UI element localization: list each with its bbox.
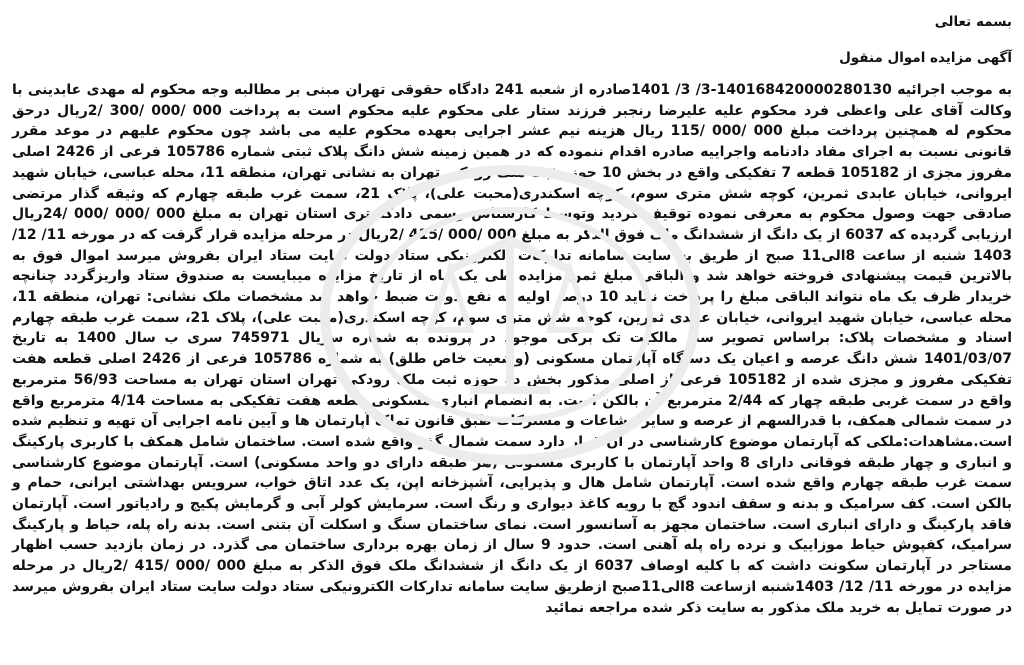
notice-title: آگهی مزایده اموال منقول (839, 50, 1012, 66)
notice-body: به موجب اجرائیه 140168420000280130-3/ 3/ 1401صادره از شعبه 241 دادگاه حقوقی تهران مبنی بر مطالبه وجه محکوم له مهدی عابدینی با وکالت آقای علی واعظی فرد محکوم علیه علیرضا رنجبر فرزند ستار علی محکوم علیه محکوم است به پرداخت 000 /000 /300 /2ریال درحق محکوم له همچنین پرداخت مبلغ 000 /000 /115 ریال هزینه نیم عشر اجرایی بعهده محکوم علیه می باشد چون محکوم علیهم در موعد مقرر قانونی نسبت به اجرای مفاد دادنامه واجراییه صادره اقدام ننموده که در همین زمینه شش دانگ پلاک ثبتی شماره 105786 فرعی از 2426 اصلی مفروز مجزی از 105182 قطعه 7 تفکیکی واقع در بخش 10 حوزه ثبت ملک رودکی تهران به نشانی تهران، منطقه 11، محله عباسی، خیابان شهید ایروانی، خیابان عابدی ثمرین، کوچه شش متری سوم، کوچه اسکندری(محبت علی)، پلاک 21، سمت غرب طبقه چهارم که وثیقه گذار مرتضی صادقی جهت وصول محکوم به معرفی نموده توقیف گردید وتوسط کارشناس رسمی دادگستری استان تهران به مبلغ 000 /000 /000 /24ریال ارزیابی گردیده که 6037 از یک دانگ از ششدانگ ملک فوق الذکر به مبلغ 000 /000 /415 /2ریال در مرحله مزایده قرار گرفت که در مورخه 11/ 12/ 1403 شنبه از ساعت 8الی11 صبح از طریق به سایت سامانه تدارکات الکترونیکی ستاد دولت سایت ستاد ایران بفروش میرسد اموال فوق به بالاترین قیمت پیشنهادی فروخته خواهد شد و الباقی مبلغ ثمن مزایده طی یک ماه از تاریخ مزایده میبایست به صندوق ستاد واریزگردد چنانچه خریدار ظرف یک ماه نتواند الباقی مبلغ را پرداخت نماید 10 درصد اولیه به نفع دولت ضبط خواهد شد مشخصات ملک نشانی: تهران، منطقه 11، محله عباسی، خیابان شهید ایروانی، خیابان عابدی ثمرین، کوچه شش متری سوم، کوچه اسکندری(محبت علی)، پلاک 21، سمت غرب طبقه چهارم اسناد و مشخصات پلاک: براساس تصویر سند مالکیت تک برگی موجود در پرونده به شماره سریال 745971 سری ب سال 1400 به تاریخ 1401/03/07 شش دانگ عرصه و اعیان یک دستگاه آپارتمان مسکونی (وضعیت خاص طلق) به شماره 105786 فرعی از 2426 اصلی قطعه هفت تفکیکی مفروز و مجزی شده از 105182 فرعی از اصلی مذکور بخش ده حوزه ثبت ملک رودکی تهران استان تهران به مساحت 56/93 مترمربع واقع در سمت غربی طبقه چهار که 2/44 مترمربع آن بالکن است. به انضمام انباری مسکونی قطعه هفت تفکیکی به مساحت 4/14 مترمربع واقع در سمت شمالی همکف، با قدرالسهم از عرصه و سایر مشاعات و مشترکات طبق قانون تملک آپارتمان ها و آیین نامه اجرایی آن تهیه و تنظیم شده است.مشاهدات:ملکی که آپارتمان موضوع کارشناسی در آن قرار دارد سمت شمال گذر واقع شده است. ساختمان شامل همکف با کاربری پارکینگ و انباری و چهار طبقه فوقانی دارای 8 واحد آپارتمان با کاربری مسکونی (هر طبقه دارای دو واحد مسکونی) است. آپارتمان موضوع کارشناسی سمت غرب طبقه چهارم واقع شده است. آپارتمان شامل هال و پذیرایی، آشپزخانه اپن، یک عدد اتاق خواب، سرویس بهداشتی ایرانی، حمام و بالکن است. کف سرامیک و بدنه و سقف اندود گچ با رویه کاغذ دیواری و رنگ است. سرمایش کولر آبی و گرمایش پکیج و رادیاتور است. آپارتمان فاقد پارکینگ و دارای انباری است. ساختمان مجهز به آسانسور است. نمای ساختمان سنگ و اسکلت آن بتنی است. بدنه راه پله، حیاط و پارکینگ سرامیک، کفپوش حیاط موزاییک و نرده راه پله آهنی است. حدود 9 سال از زمان بهره برداری ساختمان می گذرد. در زمان بازدید حسب اظهار مستاجر در آپارتمان سکونت داشت که با کلیه اوصاف 6037 از یک دانگ از ششدانگ ملک فوق الذکر به مبلغ 000 /000 /415 /2ریال در مرحله مزایده در مورخه 11/ 12/ 1403شنبه ازساعت 8الی11صبح ازطریق سایت سامانه تدارکات الکترونیکی ستاد دولت سایت ستاد ایران بفروش میرسد در صورت تمایل به خرید ملک مذکور به سایت ذکر شده مراجعه نمائید (12, 82, 1013, 616)
opening-line: بسمه تعالی (934, 14, 1012, 30)
